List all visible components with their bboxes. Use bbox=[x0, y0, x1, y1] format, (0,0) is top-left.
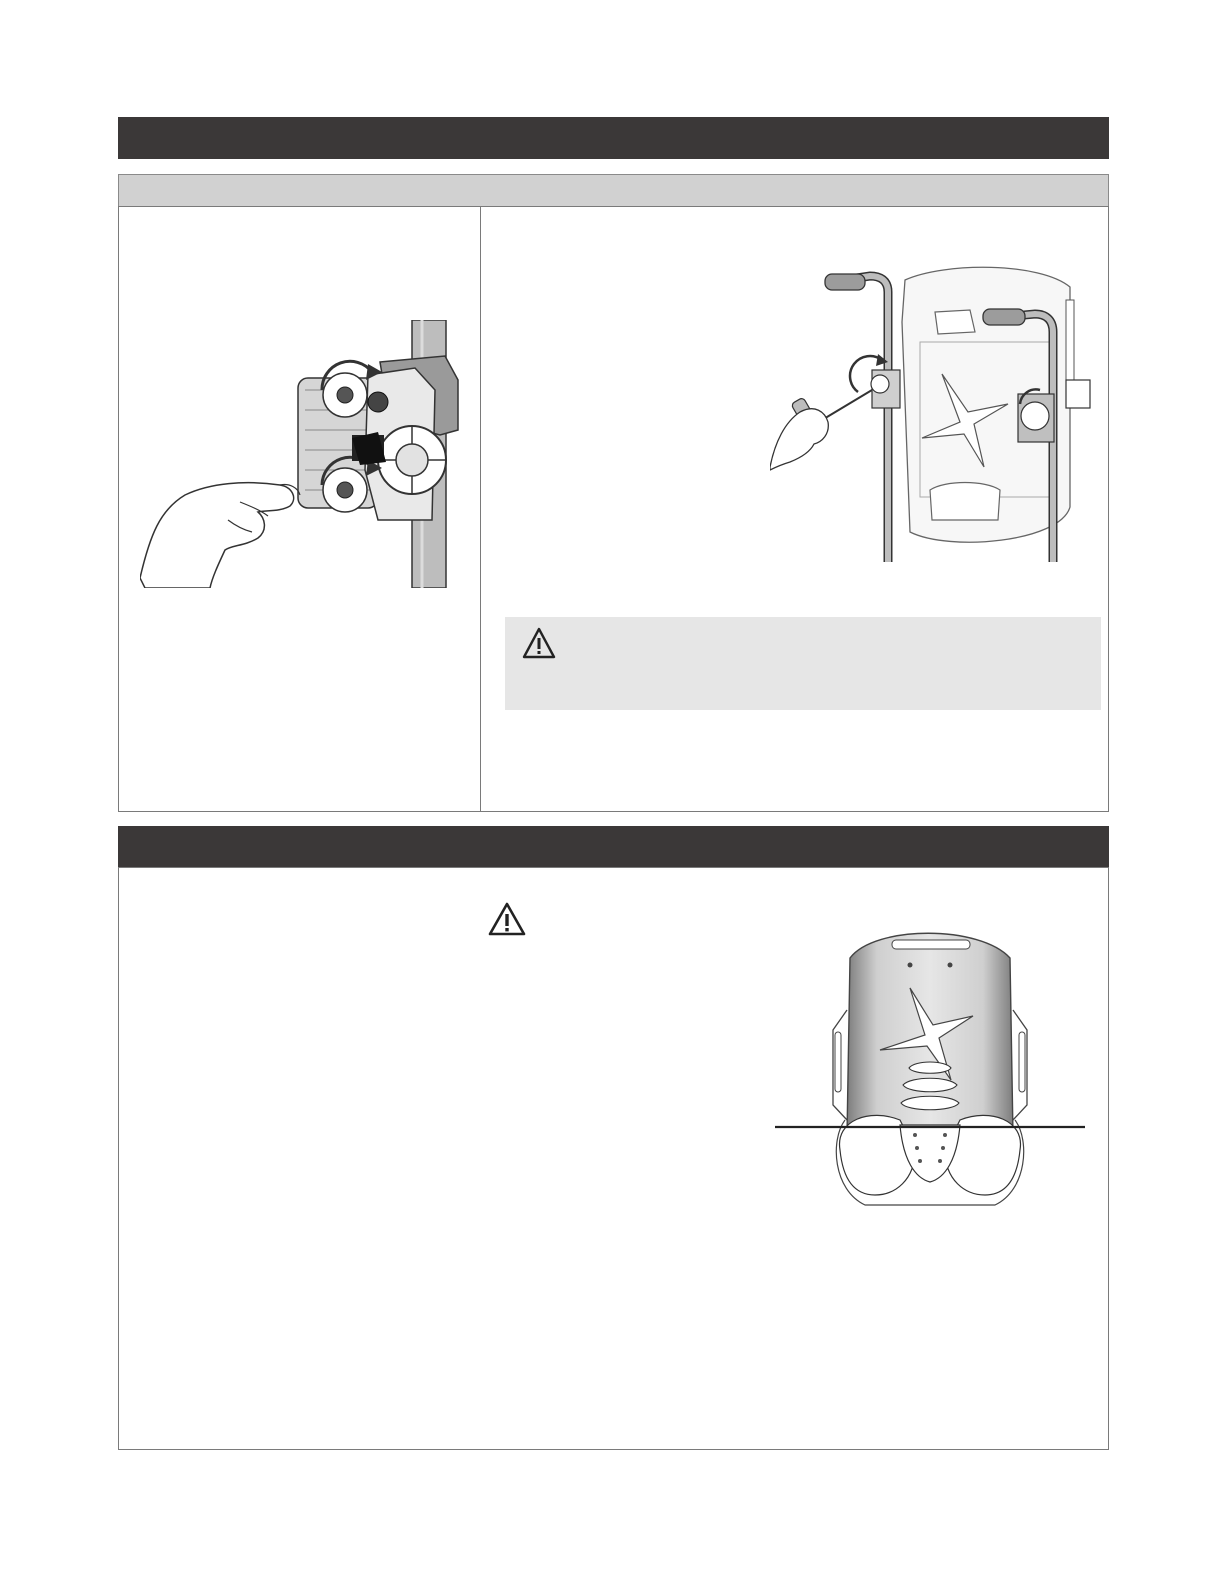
section-1-subheader bbox=[118, 174, 1109, 207]
section-2-header bbox=[118, 826, 1109, 868]
warning-triangle-icon bbox=[522, 627, 556, 659]
backrest-spine-alignment-illustration bbox=[775, 920, 1085, 1225]
section-1-header bbox=[118, 117, 1109, 159]
section-1-column-divider bbox=[480, 206, 481, 812]
warning-box bbox=[505, 617, 1101, 710]
adjuster-hand-illustration bbox=[140, 320, 460, 588]
backrest-screwdriver-illustration bbox=[770, 262, 1096, 572]
warning-triangle-icon bbox=[488, 902, 526, 936]
